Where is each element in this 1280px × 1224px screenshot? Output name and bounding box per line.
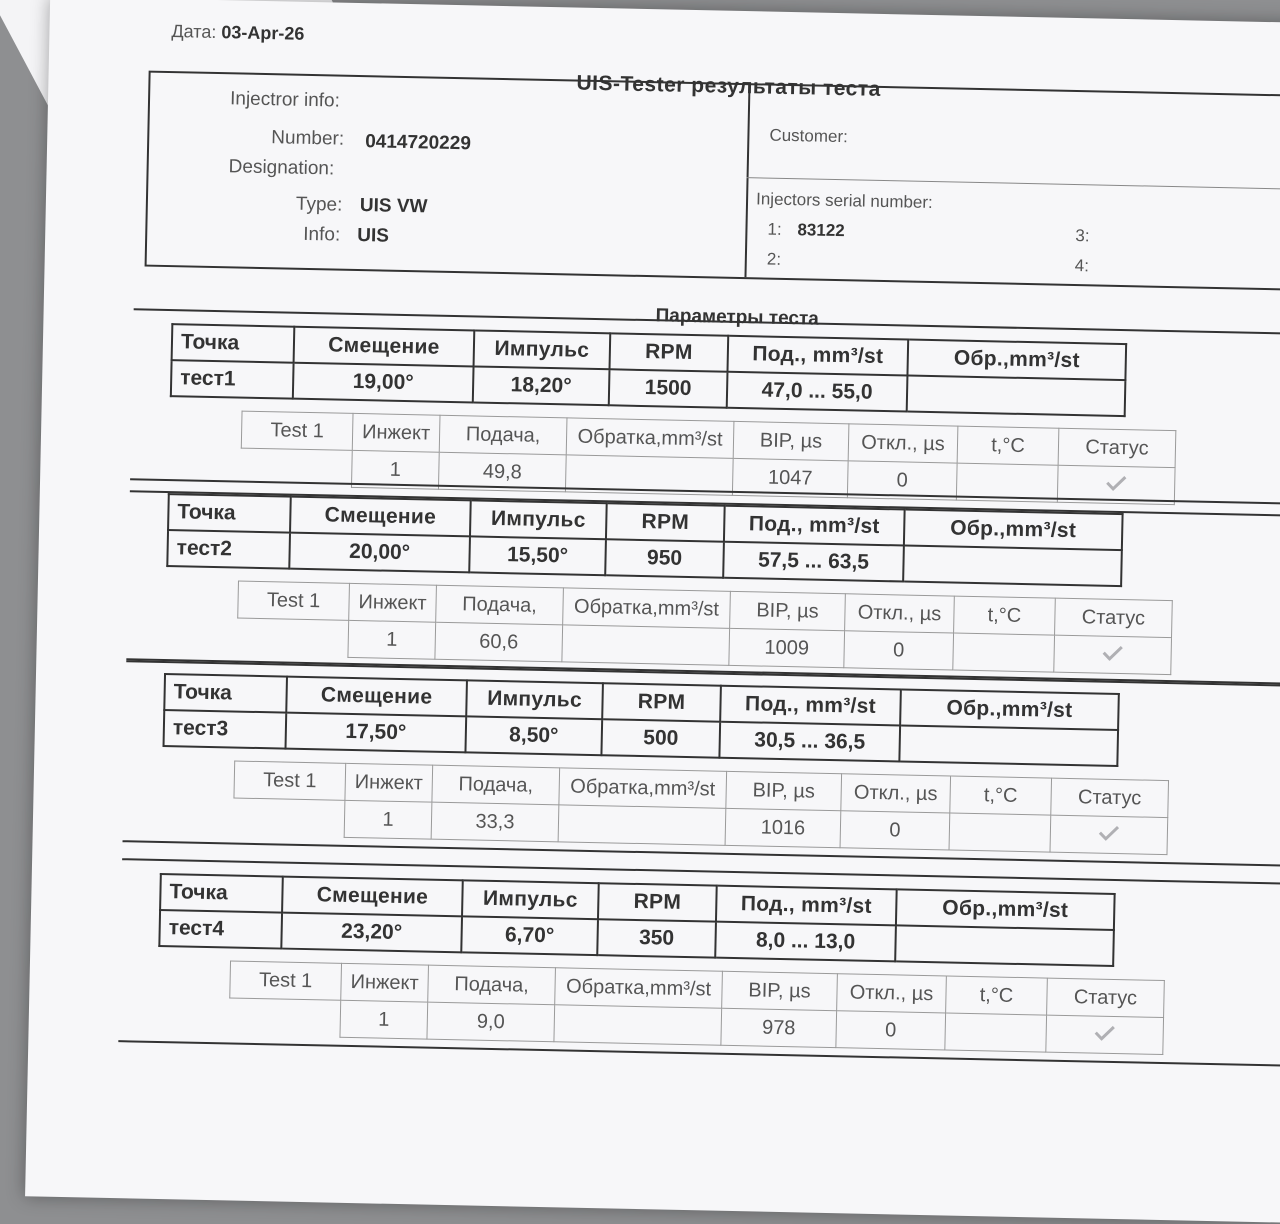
injector-info-header: Injectror info: xyxy=(229,88,341,112)
test-feed-range: 47,0 ... 55,0 xyxy=(727,372,908,412)
header-point: Точка xyxy=(164,674,287,713)
info-label: Info: xyxy=(303,223,341,246)
status-check-icon xyxy=(1098,824,1120,840)
injector-info xyxy=(147,73,751,278)
serial-2-label: 2: xyxy=(766,249,782,269)
header-feed: Под., mm³/st xyxy=(720,686,901,726)
info-value: UIS xyxy=(357,224,390,247)
header-impulse: Импульс xyxy=(470,500,607,539)
header-offset: Смещение xyxy=(282,877,463,917)
result-return xyxy=(554,1005,722,1045)
result-dev: 0 xyxy=(840,811,950,850)
sub-header-inj: Инжект xyxy=(341,963,429,1002)
sub-header-test: Test 1 xyxy=(241,411,353,450)
header-feed: Под., mm³/st xyxy=(724,506,905,546)
header-point: Точка xyxy=(160,874,283,913)
result-return xyxy=(562,625,730,665)
test-feed-range: 8,0 ... 13,0 xyxy=(715,922,896,962)
header-return: Обр.,mm³/st xyxy=(907,340,1126,381)
test-name: тест1 xyxy=(171,360,294,399)
date-label: Дата: xyxy=(171,21,217,42)
status-check-icon xyxy=(1102,644,1124,660)
result-return xyxy=(558,805,726,845)
test-impulse: 18,20° xyxy=(473,366,610,405)
sub-header-bip: BIP, µs xyxy=(733,421,849,460)
sub-header-status: Статус xyxy=(1055,598,1173,637)
header-offset: Смещение xyxy=(286,677,467,717)
test-rpm: 950 xyxy=(605,539,724,577)
header-feed: Под., mm³/st xyxy=(716,886,897,926)
test-feed-range: 30,5 ... 36,5 xyxy=(719,722,900,762)
test-params-table xyxy=(158,873,1115,967)
test-return-range xyxy=(903,545,1122,586)
report-date xyxy=(171,21,304,45)
sub-header-dev: Откл., µs xyxy=(837,974,947,1013)
test-result-table xyxy=(233,761,1169,856)
header-offset: Смещение xyxy=(290,497,471,537)
sub-header-status: Статус xyxy=(1051,778,1169,817)
result-temp xyxy=(945,1013,1047,1052)
result-inj: 1 xyxy=(340,1000,428,1039)
sub-header-inj: Инжект xyxy=(349,583,437,622)
sub-header-feed: Подача, xyxy=(439,415,567,455)
sub-header-status: Статус xyxy=(1047,978,1165,1017)
result-dev: 0 xyxy=(836,1011,946,1050)
sub-header-feed: Подача, xyxy=(432,765,560,805)
sub-header-inj: Инжект xyxy=(352,413,440,452)
test-offset: 19,00° xyxy=(293,363,474,403)
sub-header-test: Test 1 xyxy=(230,961,342,1000)
designation-label: Designation: xyxy=(228,156,335,180)
result-dev: 0 xyxy=(847,461,957,500)
result-bip: 1009 xyxy=(729,628,845,667)
sub-header-return: Обратка,mm³/st xyxy=(555,968,723,1008)
date-value: 03-Apr-26 xyxy=(221,22,305,44)
customer-label: Customer: xyxy=(769,125,849,147)
sub-header-feed: Подача, xyxy=(436,585,564,625)
result-empty-cell xyxy=(233,798,345,837)
sub-header-temp: t,°C xyxy=(950,776,1052,815)
sub-header-feed: Подача, xyxy=(428,965,556,1005)
sub-header-temp: t,°C xyxy=(954,596,1056,635)
number-label: Number: xyxy=(271,127,345,150)
header-rpm: RPM xyxy=(598,883,717,921)
test-return-range xyxy=(907,376,1126,417)
result-bip: 1016 xyxy=(725,808,841,847)
sub-header-inj: Инжект xyxy=(345,763,433,802)
type-label: Type: xyxy=(295,193,343,216)
sub-header-test: Test 1 xyxy=(234,761,346,800)
header-impulse: Импульс xyxy=(466,680,603,719)
test-result-table xyxy=(228,960,1164,1055)
sub-header-return: Обратка,mm³/st xyxy=(559,768,727,808)
result-status xyxy=(1050,815,1168,854)
test-impulse: 15,50° xyxy=(469,536,606,575)
test-offset: 20,00° xyxy=(289,533,470,573)
header-rpm: RPM xyxy=(606,503,725,541)
params-title: Параметры теста xyxy=(655,305,820,330)
test-block-3 xyxy=(122,658,1280,868)
sub-header-bip: BIP, µs xyxy=(722,971,838,1010)
test-rpm: 350 xyxy=(597,919,716,957)
result-empty-cell xyxy=(229,998,341,1037)
sub-header-dev: Откл., µs xyxy=(848,424,958,463)
result-bip: 1047 xyxy=(732,458,848,497)
test-return-range xyxy=(895,925,1114,966)
header-feed: Под., mm³/st xyxy=(727,336,908,376)
test-block-2 xyxy=(126,478,1280,688)
test-rpm: 1500 xyxy=(609,369,728,407)
status-check-icon xyxy=(1094,1024,1116,1040)
sub-header-return: Обратка,mm³/st xyxy=(563,588,731,628)
test-rpm: 500 xyxy=(601,719,720,757)
result-status xyxy=(1046,1015,1164,1054)
sub-header-dev: Откл., µs xyxy=(841,774,951,813)
test-params-table xyxy=(170,323,1127,417)
test-impulse: 8,50° xyxy=(465,716,602,755)
result-dev: 0 xyxy=(844,631,954,670)
header-rpm: RPM xyxy=(610,333,729,371)
result-inj: 1 xyxy=(344,800,432,839)
header-return: Обр.,mm³/st xyxy=(904,509,1123,550)
report-title: UIS-Tester результаты теста xyxy=(576,71,882,101)
test-name: тест4 xyxy=(159,910,282,949)
test-offset: 17,50° xyxy=(285,713,466,753)
header-return: Обр.,mm³/st xyxy=(896,889,1115,930)
header-rpm: RPM xyxy=(602,683,721,721)
result-status xyxy=(1054,635,1172,674)
header-impulse: Импульс xyxy=(474,330,611,369)
sub-header-bip: BIP, µs xyxy=(726,771,842,810)
serial-1-label: 1: xyxy=(767,219,782,239)
result-empty-cell xyxy=(237,618,349,657)
test-name: тест2 xyxy=(167,530,290,569)
result-temp xyxy=(949,813,1051,852)
test-feed-range: 57,5 ... 63,5 xyxy=(723,542,904,582)
test-name: тест3 xyxy=(164,710,287,749)
info-divider xyxy=(747,177,1280,190)
test-return-range xyxy=(899,725,1118,766)
header-offset: Смещение xyxy=(294,327,475,367)
result-feed: 33,3 xyxy=(431,802,559,842)
result-temp xyxy=(953,633,1055,672)
header-point: Точка xyxy=(172,324,295,363)
result-feed: 49,8 xyxy=(438,452,566,492)
header-return: Обр.,mm³/st xyxy=(900,689,1119,730)
test-params-table xyxy=(163,673,1120,767)
result-feed: 60,6 xyxy=(435,622,563,662)
sub-header-bip: BIP, µs xyxy=(730,591,846,630)
sub-header-return: Обратка,mm³/st xyxy=(566,418,734,458)
result-bip: 978 xyxy=(721,1008,837,1047)
result-inj: 1 xyxy=(348,620,436,659)
injector-info-box xyxy=(145,71,1280,292)
sub-header-temp: t,°C xyxy=(957,426,1059,465)
status-check-icon xyxy=(1105,474,1127,490)
customer-serial-panel xyxy=(744,85,1280,289)
test-impulse: 6,70° xyxy=(461,916,598,955)
result-inj: 1 xyxy=(351,450,439,489)
sub-header-dev: Откл., µs xyxy=(845,594,955,633)
serial-4-label: 4: xyxy=(1074,256,1090,276)
test-params-table xyxy=(166,493,1123,587)
report-sheet xyxy=(25,0,1280,1223)
number-value: 0414720229 xyxy=(365,131,472,155)
test-block-4 xyxy=(118,858,1280,1068)
test-offset: 23,20° xyxy=(281,913,462,953)
type-value: UIS VW xyxy=(359,195,428,218)
sub-header-status: Статус xyxy=(1058,428,1176,467)
serial-3-label: 3: xyxy=(1075,226,1090,246)
serial-1-value: 83122 xyxy=(797,220,845,241)
sub-header-temp: t,°C xyxy=(946,976,1048,1015)
result-feed: 9,0 xyxy=(427,1002,555,1042)
sub-header-test: Test 1 xyxy=(238,581,350,620)
header-point: Точка xyxy=(168,494,291,533)
test-result-table xyxy=(236,581,1172,676)
header-impulse: Импульс xyxy=(462,880,599,919)
serial-header: Injectors serial number: xyxy=(755,189,933,213)
